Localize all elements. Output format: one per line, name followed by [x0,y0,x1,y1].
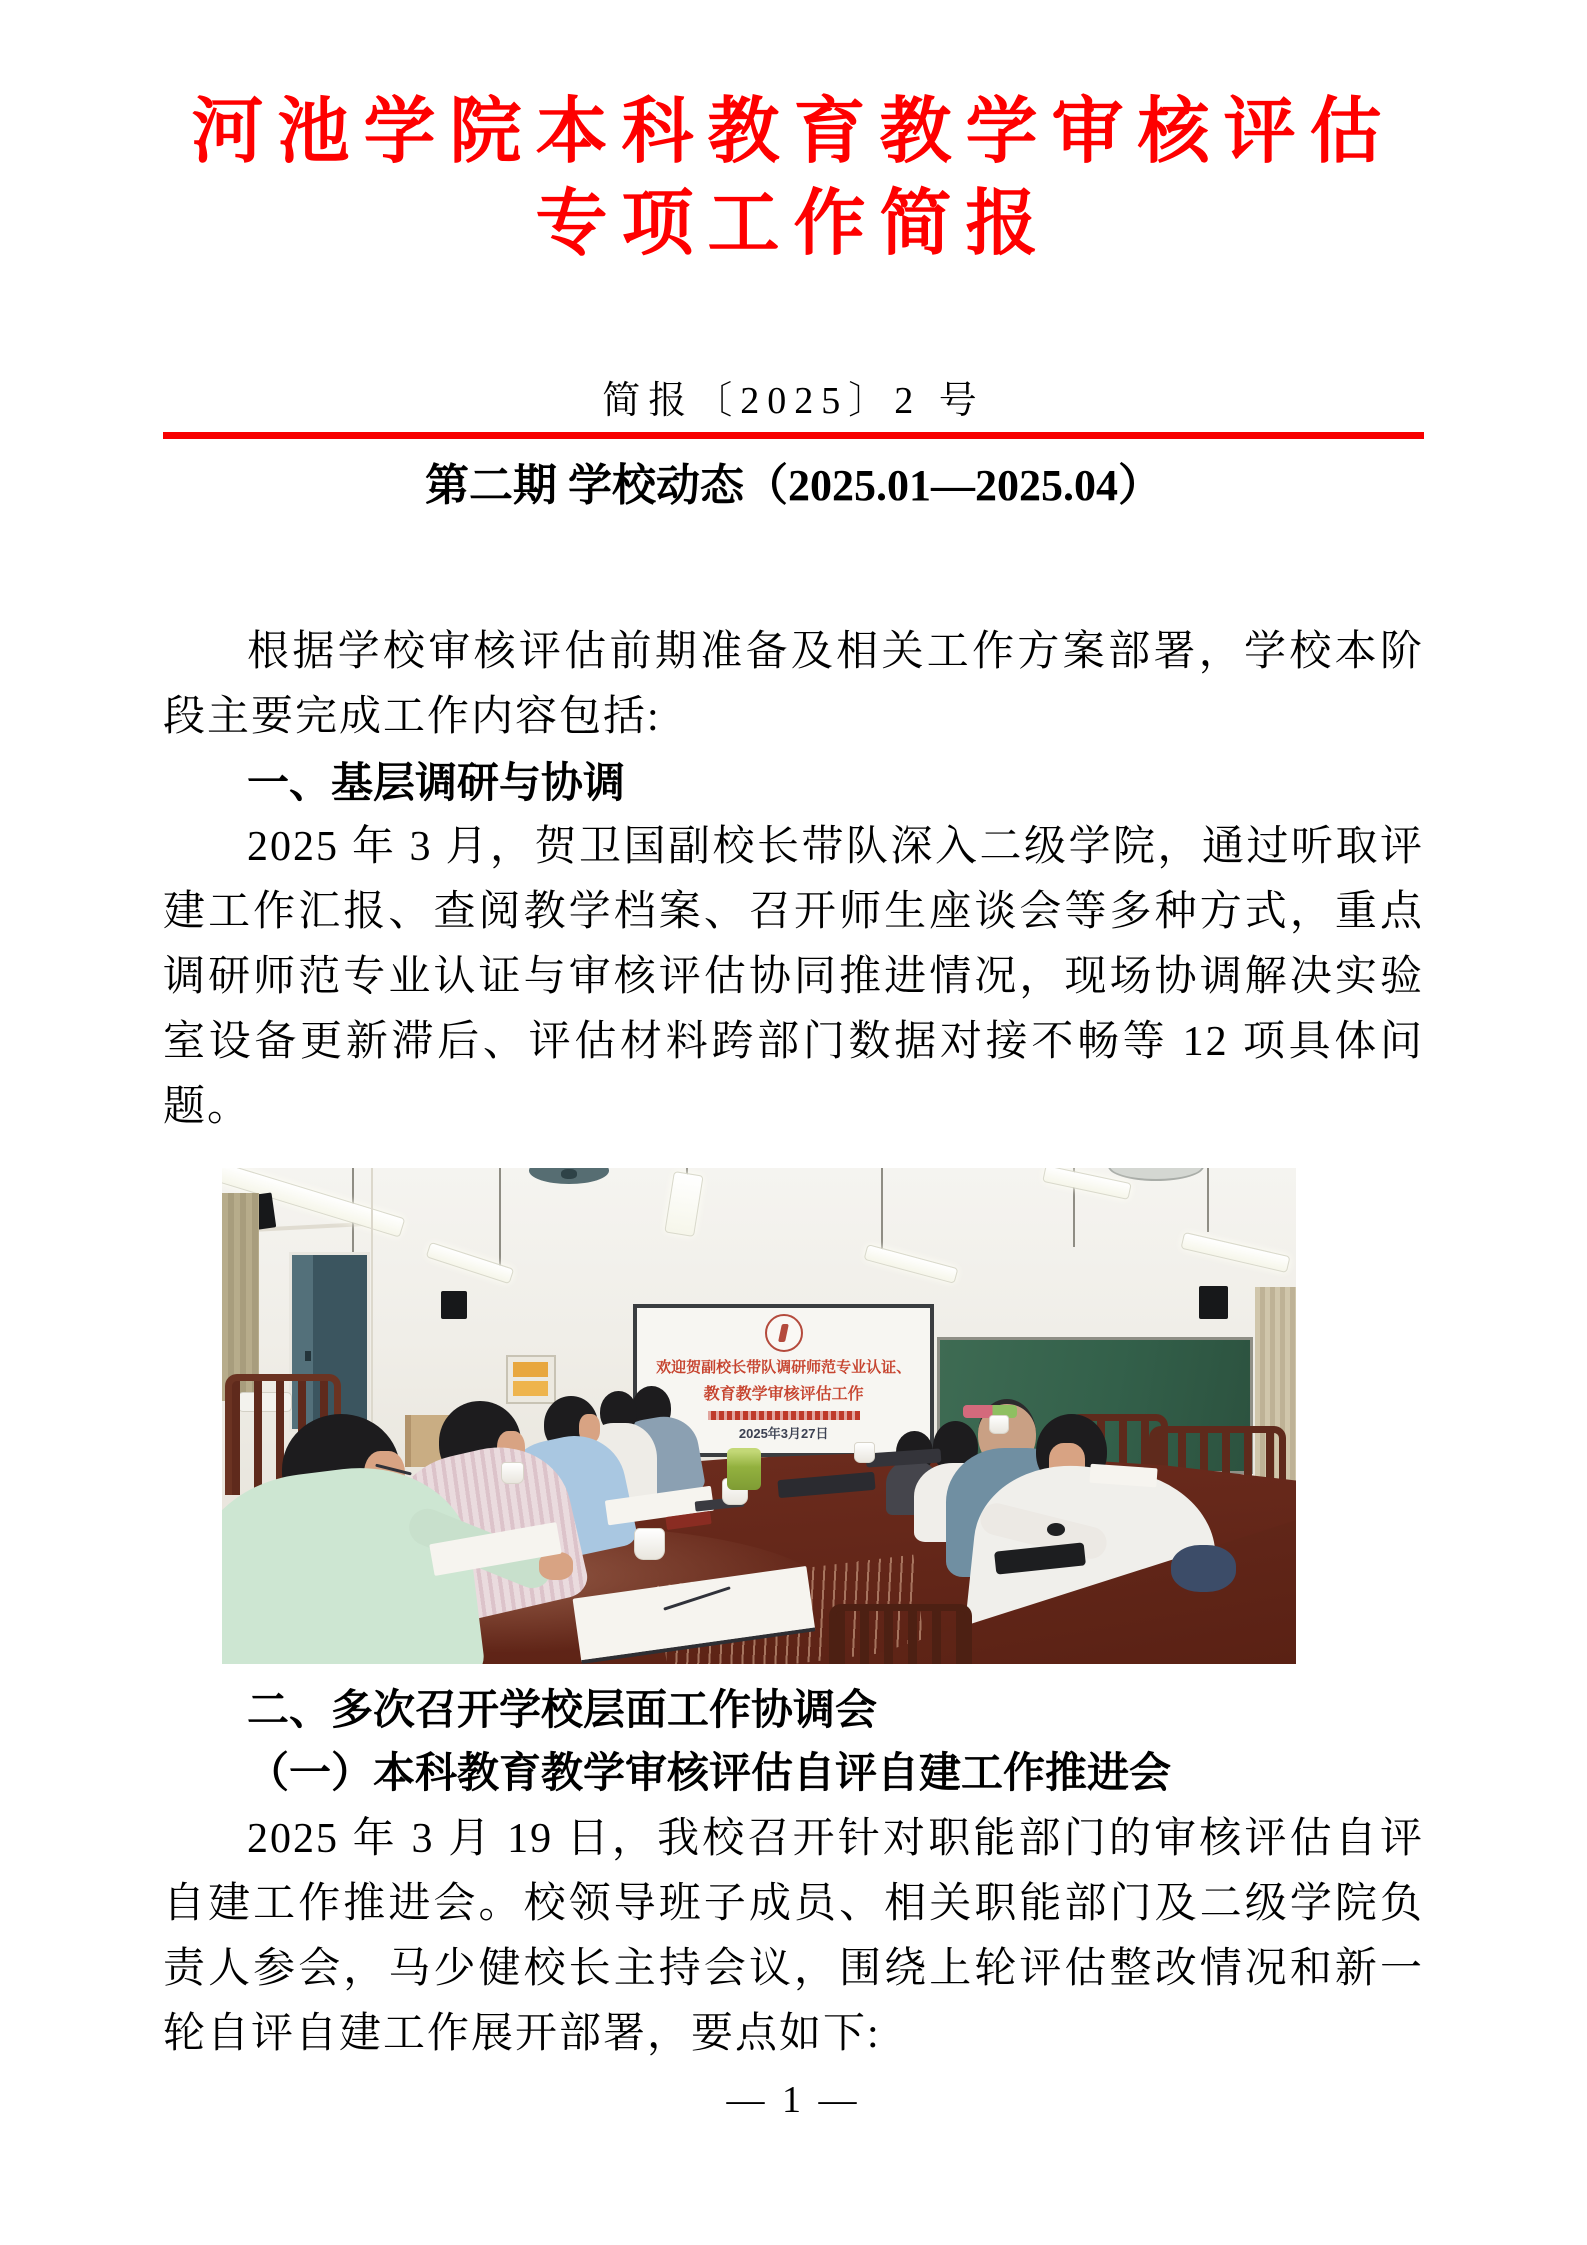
slide-title-line1: 欢迎贺副校长带队调研师范专业认证、 [656,1359,912,1377]
subsection-heading-2-1: （一）本科教育教学审核评估自评自建工作推进会 [247,1751,1172,1797]
meeting-photo [222,1168,1296,1664]
photo-ceiling-fan-right [1108,1168,1204,1181]
photo-green-tea-cup [727,1448,761,1490]
photo-notice-board [506,1355,556,1404]
slide-ribbon [708,1411,860,1420]
red-divider-rule [163,432,1424,439]
photo-wall-speaker [441,1291,467,1319]
photo-ceiling-fan [529,1168,608,1184]
paragraph-1: 2025 年 3 月，贺卫国副校长带队深入二级学院，通过听取评建工作汇报、查阅教学档案、召开师生座谈会等多种方式，重点调研师范专业认证与审核评估协同推进情况，现场协调解决实验室设备更新滞后、评估材料跨部门数据对接不畅等 12 项具体问题。 [163,824,1424,1130]
page-number: — 1 — [726,2079,861,2121]
issue-number: 简报〔2025〕2 号 [602,380,985,422]
photo-light-wire [1207,1168,1209,1232]
photo-paper-cup [854,1442,875,1463]
photo-wall-speaker [1199,1286,1228,1319]
doc-title-line2: 专项工作简报 [535,184,1052,264]
photo-paper-cup [634,1528,665,1561]
doc-title-line1: 河池学院本科教育教学审核评估 [191,92,1396,172]
photo-wrist-watch [1047,1523,1065,1536]
section-heading-1: 一、基层调研与协调 [247,759,626,806]
photo-light-wire [499,1168,501,1272]
photo-blue-bag [1171,1545,1235,1592]
slide-date: 2025年3月27日 [738,1426,829,1442]
intro-paragraph: 根据学校审核评估前期准备及相关工作方案部署，学校本阶段主要完成工作内容包括: [163,629,1424,740]
photo-fluorescent-light [864,1244,959,1284]
photo-papers [1089,1463,1157,1486]
slide-title-line2: 教育教学审核评估工作 [703,1386,864,1404]
photo-fluorescent-light [664,1171,703,1236]
photo-chair [829,1604,972,1664]
photo-fluorescent-light [1181,1232,1291,1273]
hechi-university-logo [765,1314,803,1352]
photo-light-wire [881,1168,883,1257]
section-heading-2: 二、多次召开学校层面工作协调会 [247,1686,878,1733]
period-heading: 第二期 学校动态（2025.01—2025.04） [425,461,1162,510]
photo-paper-cup [501,1462,523,1485]
photo-curtain-left [222,1193,259,1401]
photo-paper-cup [989,1415,1009,1434]
paragraph-2-1: 2025 年 3 月 19 日，我校召开针对职能部门的审核评估自评自建工作推进会。校领导班子成员、相关职能部门及二级学院负责人参会，马少健校长主持会议，围绕上轮评估整改情况和新一轮自评自建工作展开部署，要点如下: [163,1816,1424,2057]
photo-wall-corner [371,1168,373,1446]
